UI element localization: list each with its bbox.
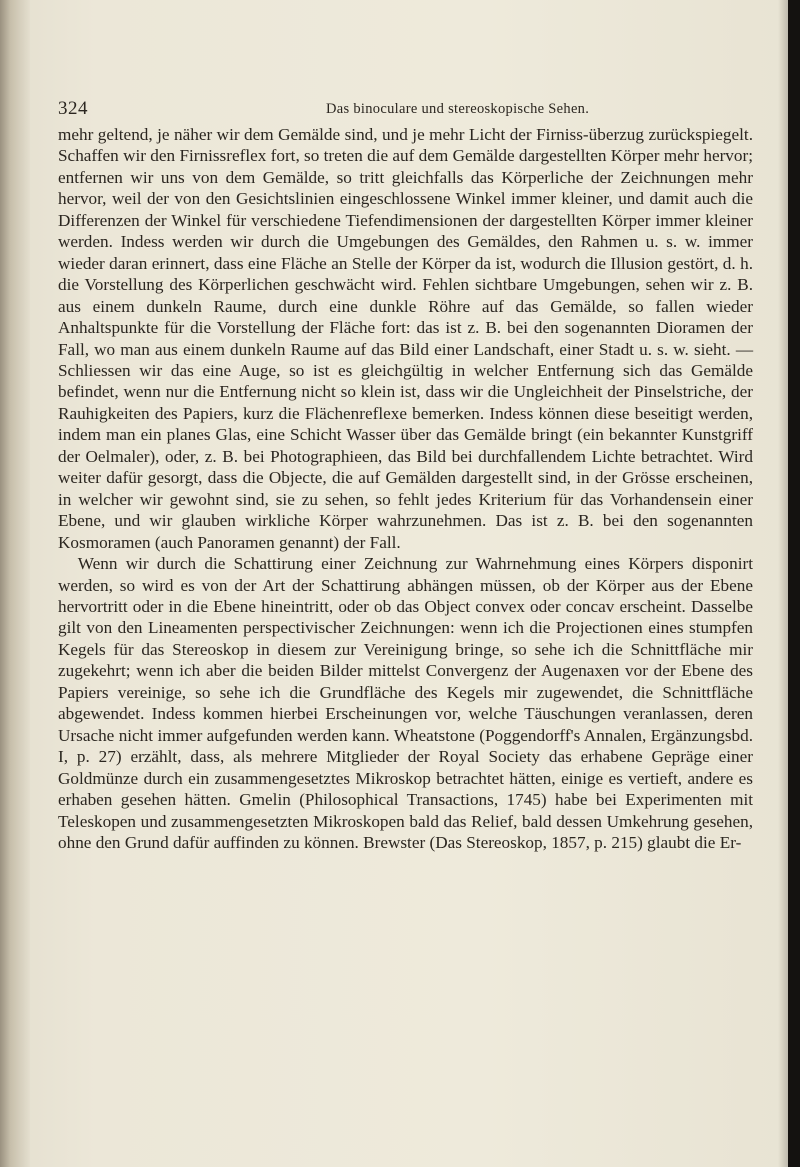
page-header (58, 98, 753, 122)
paragraph: mehr geltend, je näher wir dem Gemälde sind, und je mehr Licht der Firniss-überzug zurückspiegelt. Schaffen wir den Firnissreflex fort, so treten die auf dem Gemälde dargestellten Körper mehr hervor; entfernen wir uns von dem Gemälde, so tritt gleichfalls das Körperliche der Zeichnungen mehr hervor, weil der von den Gesichtslinien eingeschlossene Winkel immer kleiner, und damit auch die Differenzen der Winkel für verschiedene Tiefendimensionen der dargestellten Körper immer kleiner werden. Indess werden wir durch die Umgebungen des Gemäldes, den Rahmen u. s. w. immer wieder daran erinnert, dass eine Fläche an Stelle der Körper da ist, wodurch die Illusion gestört, d. h. die Vorstellung des Körperlichen geschwächt wird. Fehlen sichtbare Umgebungen, sehen wir z. B. aus einem dunkeln Raume, durch eine dunkle Röhre auf das Gemälde, so fallen wieder Anhaltspunkte für die Vorstellung der Fläche fort: das ist z. B. bei den sogenannten Dioramen der Fall, wo man aus einem dunkeln Raume auf das Bild einer Landschaft, einer Stadt u. s. w. sieht. — Schliessen wir das eine Auge, so ist es gleichgültig in welcher Entfernung sich das Gemälde befindet, wenn nur die Entfernung nicht so klein ist, dass wir die Ungleichheit der Pinselstriche, der Rauhigkeiten des Papiers, kurz die Flächenreflexe bemerken. Indess können diese beseitigt werden, indem man ein planes Glas, eine Schicht Wasser über das Gemälde bringt (ein bekannter Kunstgriff der Oelmaler), oder, z. B. bei Photographieen, das Bild bei durchfallendem Lichte betrachtet. Wird weiter dafür gesorgt, dass die Objecte, die auf Gemälden dargestellt sind, in der Grösse erscheinen, in welcher wir gewohnt sind, sie zu sehen, so fehlt jedes Kriterium für das Vorhandensein einer Ebene, und wir glauben wirkliche Körper wahrzunehmen. Das ist z. B. bei den sogenannten Kosmoramen (auch Panoramen genannt) der Fall. (58, 125, 753, 552)
page-edge-shadow (778, 0, 788, 1167)
running-head: Das binoculare und stereoskopische Sehen. (326, 101, 590, 117)
page-gutter-shadow (0, 0, 30, 1167)
page-number: 324 (58, 98, 88, 119)
scan-border (788, 0, 800, 1167)
body-text (58, 124, 753, 853)
paragraph: Wenn wir durch die Schattirung einer Zeichnung zur Wahrnehmung eines Körpers disponirt werden, so wird es von der Art der Schattirung abhängen müssen, ob der Körper aus der Ebene hervortritt oder in die Ebene hineintritt, oder ob das Object convex oder concav erscheint. Dasselbe gilt von den Lineamenten perspectivischer Zeichnungen: wenn ich die Projectionen eines stumpfen Kegels für das Stereoskop in diesem zur Vereinigung bringe, so sehe ich die Schnittfläche mir zugekehrt; wenn ich aber die beiden Bilder mittelst Convergenz der Augenaxen vor der Ebene des Papiers vereinige, so sehe ich die Grundfläche des Kegels mir zugewendet, die Schnittfläche abgewendet. Indess kommen hierbei Erscheinungen vor, welche Täuschungen veranlassen, deren Ursache nicht immer aufgefunden werden kann. Wheatstone (Poggendorff's Annalen, Ergänzungsbd. I, p. 27) erzählt, dass, als mehrere Mitglieder der Royal Society das erhabene Gepräge einer Goldmünze durch ein zusammengesetztes Mikroskop betrachtet hätten, einige es vertieft, andere es erhaben gesehen hätten. Gmelin (Philosophical Transactions, 1745) habe bei Experimenten mit Teleskopen und zusammengesetzten Mikroskopen bald das Relief, bald dessen Umkehrung gesehen, ohne den Grund dafür auffinden zu können. Brewster (Das Stereoskop, 1857, p. 215) glaubt die Er- (58, 554, 753, 852)
